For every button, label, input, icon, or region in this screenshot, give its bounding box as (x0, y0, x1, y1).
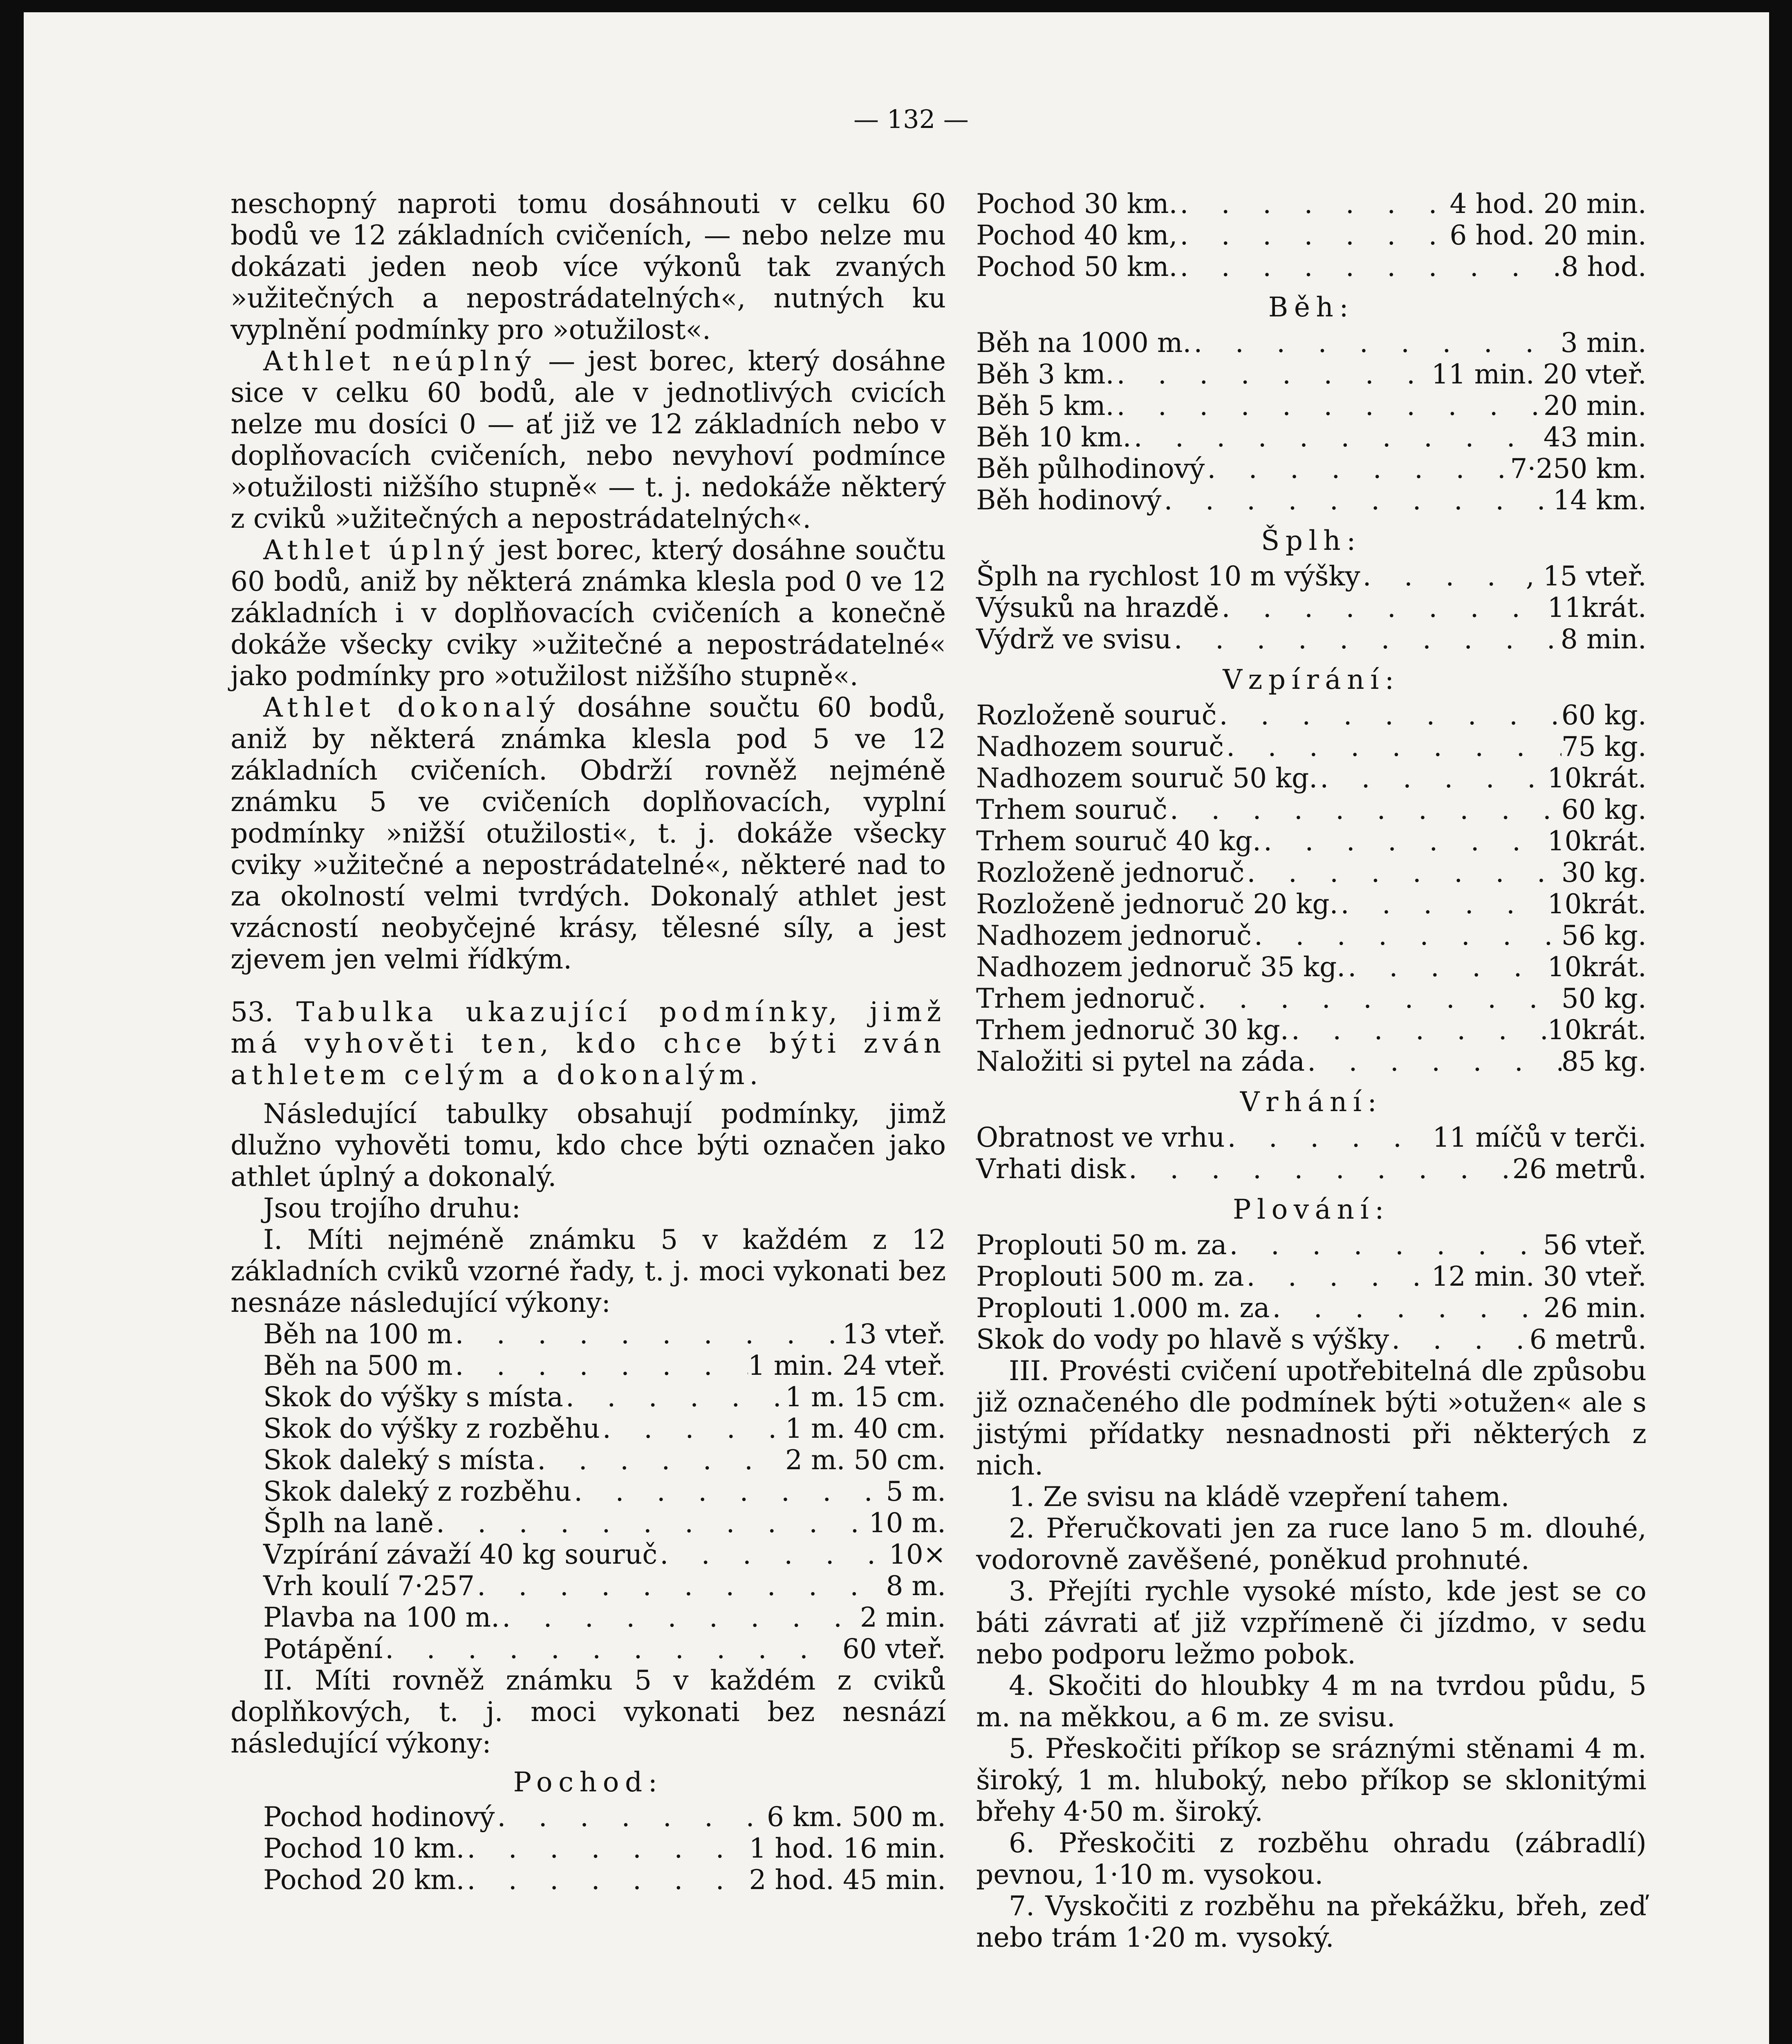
list-item: 4. Skočiti do hloubky 4 m na tvrdou půdu, 5 m. na měkkou, a 6 m. ze svisu. (976, 1670, 1646, 1733)
table-row: Běh 10 km. . . . 43 min. (976, 421, 1646, 453)
table-row: Výdrž ve svisu . . . 8 min. (976, 623, 1646, 655)
table-pochod-continued (976, 188, 1646, 282)
list-item: 2. Přeručkovati jen za ruce lano 5 m. dlouhé, vodorovně zavěšené, poněkud prohnuté. (976, 1513, 1646, 1576)
table-row: Rozloženě jednoruč 20 kg. . . . 10krát. (976, 888, 1646, 920)
subheading-vrhani: Vrhání: (1240, 1086, 1383, 1118)
table-row: Proplouti 1.000 m. za . . . 26 min. (976, 1292, 1646, 1324)
subheading-plovani: Plování: (1233, 1194, 1390, 1225)
table-beh (976, 327, 1646, 516)
table-row: Proplouti 50 m. za . . . 56 vteř. (976, 1229, 1646, 1261)
paragraph: II. Míti rovněž známku 5 v každém z cviků doplňkových, t. j. moci vykonati bez nesnází následující výkony: (231, 1665, 946, 1759)
table-row: Šplh na rychlost 10 m výšky . . . , 15 vteř. (976, 560, 1646, 592)
left-column (231, 188, 946, 1896)
paragraph: I. Míti nejméně známku 5 v každém z 12 základních cviků vzorné řady, t. j. moci vykonati bez nesnáze následující výkony: (231, 1224, 946, 1318)
table-row: Pochod 30 km. . . . 4 hod. 20 min. (976, 188, 1646, 220)
table-row: Skok daleký s místa . . . 2 m. 50 cm. (263, 1444, 946, 1476)
table-row: Nadhozem jednoruč 35 kg. . . . 10krát. (976, 951, 1646, 983)
table-row: Skok do vody po hlavě s výšky . . . 6 metrů. (976, 1324, 1646, 1355)
section-title: Tabulka ukazující podmínky, jimž má vyhověti ten, kdo chce býti zván athletem celým a dokonalým. (231, 996, 946, 1091)
table-row: Vzpírání závaží 40 kg souruč . . . 10× (263, 1539, 946, 1570)
table-row: Pochod 50 km. . . . 8 hod. (976, 251, 1646, 282)
paragraph: neschopný naproti tomu dosáhnouti v celku 60 bodů ve 12 základních cvičeních, — nebo nelze mu dokázati jeden neob více výkonů tak zvaných »užitečných a nepostrádatelných«, nutných ku vyplnění podmínky pro »otužilost«. (231, 188, 946, 345)
book-page (24, 12, 1769, 2044)
table-row: Nadhozem souruč . . . 75 kg. (976, 731, 1646, 762)
paragraph-athlet-uplny (231, 534, 946, 692)
table-row: Vrh koulí 7·257 . . . 8 m. (263, 1570, 946, 1602)
table-row: Trhem souruč 40 kg. . . . 10krát. (976, 825, 1646, 857)
subheading-splh: Šplh: (1261, 525, 1362, 556)
term: Athlet dokonalý (263, 692, 560, 723)
table-row: Šplh na laně . . . 10 m. (263, 1507, 946, 1539)
table-row: Rozloženě souruč . . . 60 kg. (976, 699, 1646, 731)
paragraph-athlet-dokonaly (231, 692, 946, 975)
list-item: 1. Ze svisu na kládě vzepření tahem. (1009, 1481, 1510, 1513)
table-row: Trhem souruč . . . 60 kg. (976, 794, 1646, 825)
table-row: Běh 3 km. . . . 11 min. 20 vteř. (976, 359, 1646, 390)
table-row: Skok daleký z rozběhu . . . 5 m. (263, 1476, 946, 1507)
term: Athlet neúplný (263, 345, 536, 377)
table-row: Obratnost ve vrhu . . . 11 míčů v terči. (976, 1122, 1646, 1153)
table-row: Nadhozem souruč 50 kg. . . . 10krát. (976, 762, 1646, 794)
table-row: Trhem jednoruč . . . 50 kg. (976, 983, 1646, 1014)
table-splh (976, 560, 1646, 655)
table-row: Trhem jednoruč 30 kg. . . . 10krát. (976, 1014, 1646, 1046)
paragraph-athlet-neuplny (231, 345, 946, 534)
paragraph: III. Provésti cvičení upotřebitelná dle způsobu již označeného dle podmínek býti »otužen« ale s jistými přídatky nesnadnosti při některých z nich. (976, 1355, 1646, 1481)
table-row: Běh 5 km. . . . 20 min. (976, 390, 1646, 421)
table-row: Výsuků na hrazdě . . . 11krát. (976, 592, 1646, 623)
table-row: Nadhozem jednoruč . . . 56 kg. (976, 920, 1646, 951)
table-basic-exercises (231, 1318, 946, 1665)
table-row: Plavba na 100 m. . . . 2 min. (263, 1602, 946, 1633)
list-item: 3. Přejíti rychle vysoké místo, kde jest se co báti závrati ať již vzpřímeně či jízdmo, v sedu nebo podporu ležmo pobok. (976, 1576, 1646, 1670)
table-row: Skok do výšky s místa . . . 1 m. 15 cm. (263, 1381, 946, 1413)
subheading-beh: Běh: (1268, 291, 1355, 323)
table-row: Potápění . . . 60 vteř. (263, 1633, 946, 1665)
table-vrhani (976, 1122, 1646, 1185)
right-column (976, 188, 1646, 1953)
section-number: 53. (231, 996, 273, 1028)
paragraph: Jsou trojího druhu: (263, 1192, 521, 1224)
table-row: Pochod 10 km. . . . 1 hod. 16 min. (263, 1833, 946, 1864)
table-row: Skok do výšky z rozběhu . . . 1 m. 40 cm. (263, 1413, 946, 1444)
paragraph-text: dosáhne součtu 60 bodů, aniž by některá známka klesla pod 5 ve 12 základních cvičeních. Obdrží rovněž nejméně známku 5 ve cvičeních doplňovacích, vyplní podmínky »nižší otužilosti«, t. j. dokáže všecky cviky »užitečné a nepostrádatelné«, některé nad to za okolností velmi tvrdých. Dokonalý athlet jest vzácností neobyčejné krásy, tělesné síly, a jest zjevem jen velmi řídkým. (231, 692, 946, 975)
paragraph: Následující tabulky obsahují podmínky, jimž dlužno vyhověti tomu, kdo chce býti označen jako athlet úplný a dokonalý. (231, 1098, 946, 1192)
table-row: Vrhati disk . . . 26 metrů. (976, 1153, 1646, 1185)
table-pochod (231, 1801, 946, 1896)
table-row: Proplouti 500 m. za . . . 12 min. 30 vteř. (976, 1261, 1646, 1292)
table-row: Běh na 100 m . . . 13 vteř. (263, 1318, 946, 1350)
term: Athlet úplný (263, 534, 489, 566)
paragraph-text: jest borec, který dosáhne součtu 60 bodů, aniž by některá známka klesla pod 0 ve 12 základních i v doplňovacích cvičeních a konečně dokáže všecky cviky »užitečné a nepostrádatelné« jako podmínky pro »otužilost nižšího stupně«. (231, 534, 946, 692)
table-row: Naložiti si pytel na záda . . . 85 kg. (976, 1046, 1646, 1077)
list-item: 7. Vyskočiti z rozběhu na překážku, břeh, zeď nebo trám 1·20 m. vysoký. (976, 1890, 1646, 1953)
table-row: Běh hodinový . . . 14 km. (976, 484, 1646, 516)
page-number: — 132 — (853, 104, 969, 134)
subheading-pochod: Pochod: (513, 1766, 663, 1798)
list-item: 6. Přeskočiti z rozběhu ohradu (zábradlí) pevnou, 1·10 m. vysokou. (976, 1827, 1646, 1890)
table-row: Pochod 20 km. . . . 2 hod. 45 min. (263, 1864, 946, 1896)
paragraph-text: — jest borec, který dosáhne sice v celku 60 bodů, ale v jednotlivých cvicích nelze mu dosíci 0 — ať již ve 12 základních nebo v doplňovacích cvičeních, nebo nevyhoví podmínce »otužilosti nižšího stupně« — t. j. nedokáže některý z cviků »užitečných a nepostrádatelných«. (231, 345, 946, 534)
section-53-heading (231, 996, 946, 1091)
table-row: Pochod hodinový . . . 6 km. 500 m. (263, 1801, 946, 1833)
table-plovani (976, 1229, 1646, 1355)
table-row: Pochod 40 km, . . . 6 hod. 20 min. (976, 220, 1646, 251)
table-vzpirani (976, 699, 1646, 1077)
table-row: Běh na 1000 m. . . . 3 min. (976, 327, 1646, 359)
table-row: Běh půlhodinový . . . 7·250 km. (976, 453, 1646, 484)
table-row: Běh na 500 m . . . 1 min. 24 vteř. (263, 1350, 946, 1381)
subheading-vzpirani: Vzpírání: (1223, 664, 1400, 695)
table-row: Rozloženě jednoruč . . . 30 kg. (976, 857, 1646, 888)
list-item: 5. Přeskočiti příkop se sráznými stěnami 4 m. široký, 1 m. hluboký, nebo příkop se sklonitými břehy 4·50 m. široký. (976, 1733, 1646, 1827)
